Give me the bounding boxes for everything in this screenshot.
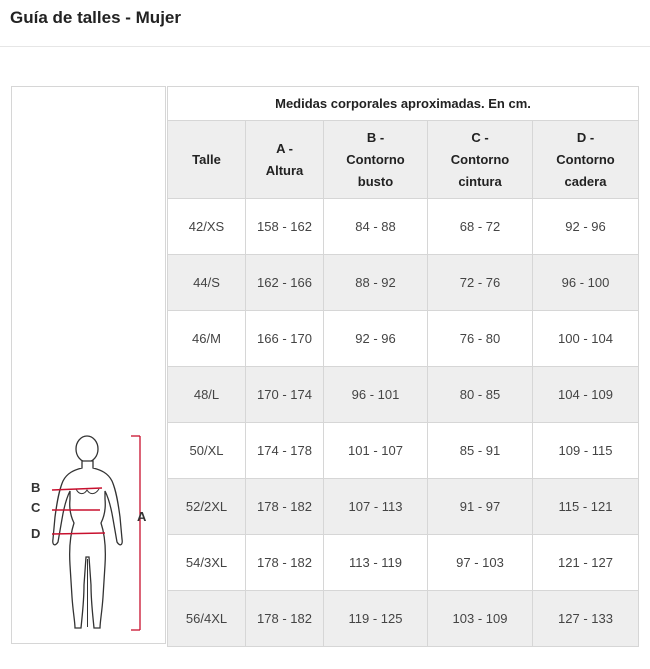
measure-cell: 158 - 162: [246, 199, 324, 255]
measure-cell: 92 - 96: [533, 199, 639, 255]
measure-cell: 121 - 127: [533, 535, 639, 591]
measure-cell: 178 - 182: [246, 591, 324, 647]
column-header: [428, 121, 533, 199]
body-figure-cell: [11, 86, 166, 644]
label-c: C: [31, 500, 41, 515]
measure-cell: 107 - 113: [324, 479, 428, 535]
size-cell: 54/3XL: [168, 535, 246, 591]
measure-cell: 91 - 97: [428, 479, 533, 535]
column-header-label: Contorno cintura: [450, 151, 510, 189]
hip-band: [52, 533, 105, 534]
measure-cell: 96 - 100: [533, 255, 639, 311]
measure-cell: 170 - 174: [246, 367, 324, 423]
measure-cell: 101 - 107: [324, 423, 428, 479]
label-b: B: [31, 480, 41, 495]
table-row: [168, 423, 639, 479]
size-cell: 52/2XL: [168, 479, 246, 535]
measure-cell: 88 - 92: [324, 255, 428, 311]
measure-cell: 96 - 101: [324, 367, 428, 423]
column-header-label: Contorno busto: [346, 151, 405, 189]
size-cell: 56/4XL: [168, 591, 246, 647]
size-cell: 50/XL: [168, 423, 246, 479]
label-d: D: [31, 526, 41, 541]
measure-cell: 72 - 76: [428, 255, 533, 311]
table-row: [168, 535, 639, 591]
measure-cell: 127 - 133: [533, 591, 639, 647]
measure-cell: 166 - 170: [246, 311, 324, 367]
label-a: A: [137, 509, 147, 524]
measure-cell: 97 - 103: [428, 535, 533, 591]
size-chart-table: [167, 86, 639, 647]
header-divider: [0, 46, 650, 47]
measure-cell: 113 - 119: [324, 535, 428, 591]
column-header-label: Contorno cadera: [556, 151, 615, 189]
column-header: [324, 121, 428, 199]
table-caption: Medidas corporales aproximadas. En cm.: [168, 87, 639, 121]
measure-cell: 85 - 91: [428, 423, 533, 479]
page-title: Guía de talles - Mujer: [10, 8, 181, 27]
measure-cell: 68 - 72: [428, 199, 533, 255]
measure-cell: 162 - 166: [246, 255, 324, 311]
measure-cell: 80 - 85: [428, 367, 533, 423]
column-header: [246, 121, 324, 199]
measure-cell: 92 - 96: [324, 311, 428, 367]
body-silhouette-illustration: [12, 87, 167, 645]
measure-cell: 115 - 121: [533, 479, 639, 535]
column-header-label: Altura: [265, 162, 304, 178]
measure-cell: 84 - 88: [324, 199, 428, 255]
table-row: [168, 479, 639, 535]
measure-cell: 104 - 109: [533, 367, 639, 423]
size-cell: 48/L: [168, 367, 246, 423]
measure-cell: 174 - 178: [246, 423, 324, 479]
column-header-code: Talle: [192, 151, 221, 167]
column-header-code: C -: [471, 129, 489, 145]
column-header: [533, 121, 639, 199]
column-header-code: B -: [366, 129, 385, 145]
table-row: [168, 367, 639, 423]
table-body: [168, 199, 639, 647]
size-cell: 42/XS: [168, 199, 246, 255]
table-row: [168, 591, 639, 647]
table-row: [168, 199, 639, 255]
column-header-code: D -: [576, 129, 595, 145]
measure-cell: 119 - 125: [324, 591, 428, 647]
measure-cell: 109 - 115: [533, 423, 639, 479]
column-header-code: A -: [276, 140, 293, 156]
table-row: [168, 311, 639, 367]
size-cell: 44/S: [168, 255, 246, 311]
table-header-row: [168, 121, 639, 199]
size-cell: 46/M: [168, 311, 246, 367]
measure-cell: 103 - 109: [428, 591, 533, 647]
measure-cell: 178 - 182: [246, 479, 324, 535]
measure-cell: 178 - 182: [246, 535, 324, 591]
table-row: [168, 255, 639, 311]
measure-cell: 76 - 80: [428, 311, 533, 367]
column-header: [168, 121, 246, 199]
measure-cell: 100 - 104: [533, 311, 639, 367]
height-measure-line: [131, 436, 140, 630]
